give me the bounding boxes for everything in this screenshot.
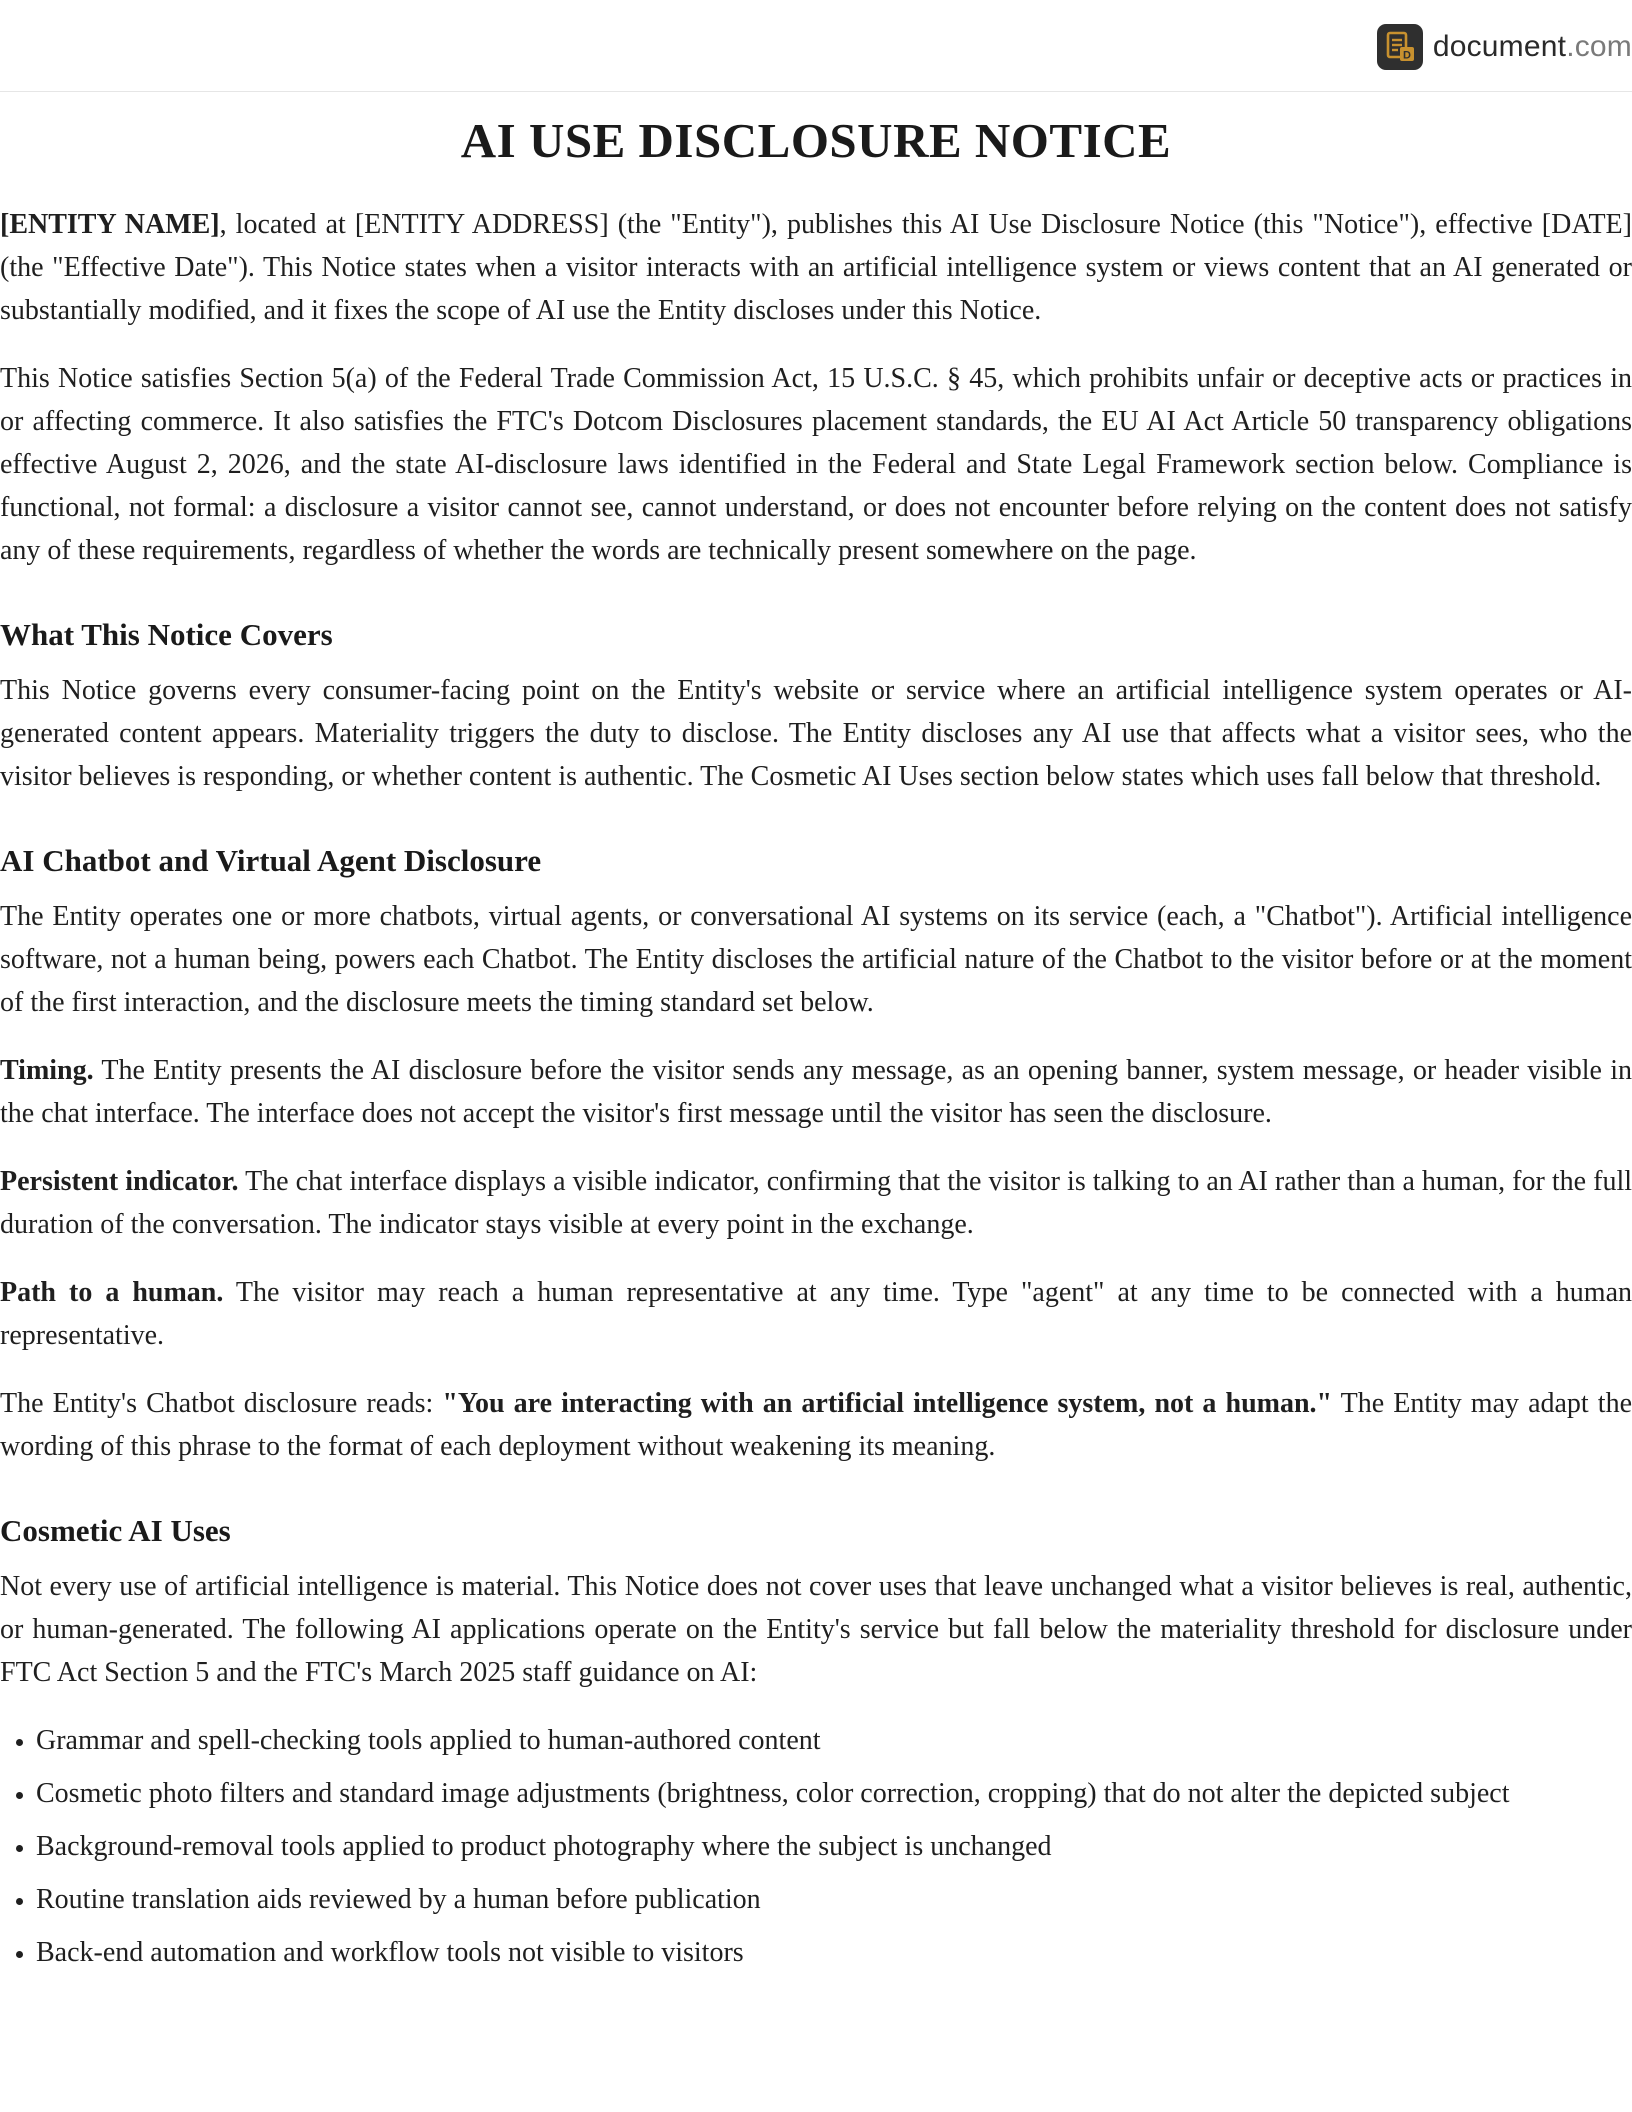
timing-label: Timing.: [0, 1055, 94, 1086]
brand-logo[interactable]: [1377, 24, 1632, 70]
compliance-paragraph: This Notice satisfies Section 5(a) of the Federal Trade Commission Act, 15 U.S.C. § 45, which prohibits unfair or deceptive acts or practices in or affecting commerce. It also satisfies the FTC's Dotcom Disclosures placement standards, the EU AI Act Article 50 transparency obligations effective August 2, 2026, and the state AI-disclosure laws identified in the Federal and State Legal Framework section below. Compliance is functional, not formal: a disclosure a visitor cannot see, cannot understand, or does not encounter before relying on the content does not satisfy any of these requirements, regardless of whether the words are technically present somewhere on the page.: [0, 363, 1632, 566]
list-item: • Grammar and spell-checking tools applied to human-authored content: [36, 1719, 1632, 1762]
entity-name-placeholder: [ENTITY NAME]: [0, 209, 220, 240]
cosmetic-uses-list: [0, 1719, 1632, 1974]
list-item: • Background-removal tools applied to product photography where the subject is unchanged: [36, 1825, 1632, 1868]
brand-wordmark: [1433, 30, 1632, 64]
disclosure-wording-paragraph: The Entity's Chatbot disclosure reads: "You are interacting with an artificial intelligence system, not a human." The Entity may adapt the wording of this phrase to the format of each deployment without weakening its meaning.: [0, 1388, 1632, 1462]
brand-name: document: [1432, 30, 1567, 63]
section-heading-chatbot: AI Chatbot and Virtual Agent Disclosure: [0, 843, 542, 878]
list-item: • Back-end automation and workflow tools not visible to visitors: [36, 1931, 1632, 1974]
path-to-human-paragraph: Path to a human. The visitor may reach a human representative at any time. Type "agent" at any time to be connected with a human representative.: [0, 1277, 1632, 1351]
intro-paragraph: [ENTITY NAME], located at [ENTITY ADDRESS] (the "Entity"), publishes this AI Use Disclosure Notice (this "Notice"), effective [DATE] (the "Effective Date"). This Notice states when a visitor interacts with an artificial intelligence system or views content that an AI generated or substantially modified, and it fixes the scope of AI use the Entity discloses under this Notice.: [0, 209, 1632, 326]
top-bar: [0, 0, 1632, 92]
disclosure-quote: "You are interacting with an artificial intelligence system, not a human.": [442, 1388, 1333, 1419]
list-item: • Routine translation aids reviewed by a human before publication: [36, 1878, 1632, 1921]
svg-text:D: D: [1402, 49, 1411, 62]
list-item: • Cosmetic photo filters and standard image adjustments (brightness, color correction, cropping) that do not alter the depicted subject: [36, 1772, 1632, 1815]
coverage-paragraph: This Notice governs every consumer-facing point on the Entity's website or service where an artificial intelligence system operates or AI-generated content appears. Materiality triggers the duty to disclose. The Entity discloses any AI use that affects what a visitor sees, who the visitor believes is responding, or whether content is authentic. The Cosmetic AI Uses section below states which uses fall below that threshold.: [0, 675, 1632, 792]
section-heading-coverage: What This Notice Covers: [0, 617, 333, 652]
path-to-human-label: Path to a human.: [0, 1277, 224, 1308]
brand-tld: .com: [1566, 30, 1632, 63]
persistent-indicator-label: Persistent indicator.: [0, 1166, 239, 1197]
section-heading-cosmetic: Cosmetic AI Uses: [0, 1513, 231, 1548]
document-body: [0, 92, 1632, 1984]
document-logo-icon: [1377, 24, 1423, 70]
chatbot-paragraph: The Entity operates one or more chatbots, virtual agents, or conversational AI systems on its service (each, a "Chatbot"). Artificial intelligence software, not a human being, powers each Chatbot. The Entity discloses the artificial nature of the Chatbot to the visitor before or at the moment of the first interaction, and the disclosure meets the timing standard set below.: [0, 901, 1632, 1018]
cosmetic-paragraph: Not every use of artificial intelligence is material. This Notice does not cover uses that leave unchanged what a visitor believes is real, authentic, or human-generated. The following AI applications operate on the Entity's service but fall below the materiality threshold for disclosure under FTC Act Section 5 and the FTC's March 2025 staff guidance on AI:: [0, 1571, 1632, 1688]
document-title: AI USE DISCLOSURE NOTICE: [460, 113, 1172, 168]
persistent-indicator-paragraph: Persistent indicator. The chat interface displays a visible indicator, confirming that the visitor is talking to an AI rather than a human, for the full duration of the conversation. The indicator stays visible at every point in the exchange.: [0, 1166, 1632, 1240]
timing-paragraph: Timing. The Entity presents the AI disclosure before the visitor sends any message, as an opening banner, system message, or header visible in the chat interface. The interface does not accept the visitor's first message until the visitor has seen the disclosure.: [0, 1055, 1632, 1129]
